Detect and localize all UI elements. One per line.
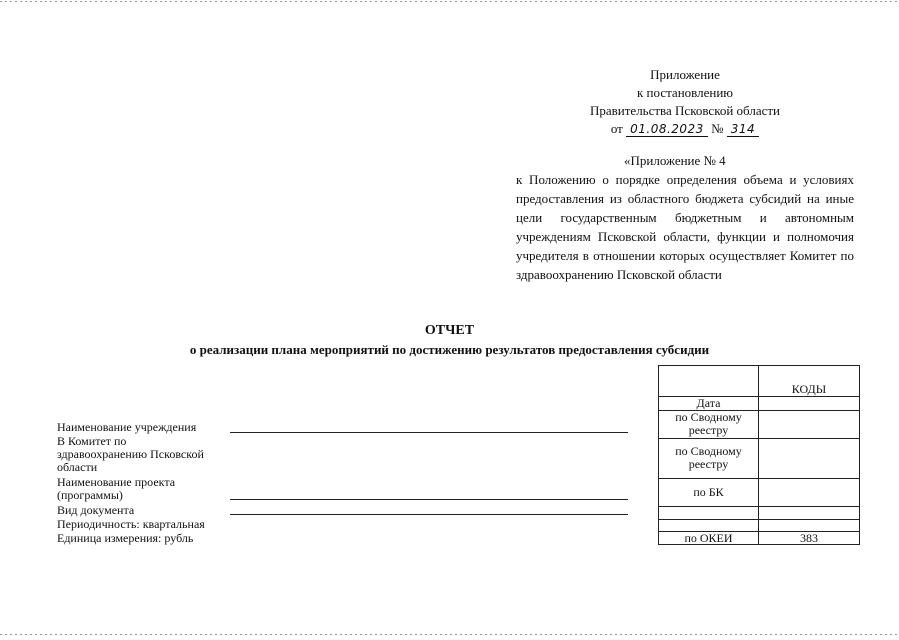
institution-label: Наименование учреждения xyxy=(57,420,197,434)
registry1-code-cell[interactable] xyxy=(759,410,860,438)
appendix4-block xyxy=(516,151,854,284)
registry2-code-cell[interactable] xyxy=(759,438,860,478)
handwritten-number: 314 xyxy=(727,122,759,137)
bk-code-cell[interactable] xyxy=(759,478,860,506)
date-prefix: от xyxy=(610,121,623,136)
doc-type-label: Вид документа xyxy=(57,503,135,517)
report-title: ОТЧЕТ xyxy=(424,323,475,338)
registry1-label xyxy=(659,410,759,438)
scan-edge-top xyxy=(0,1,899,2)
codes-empty-cell xyxy=(659,366,759,396)
periodicity-label: Периодичность: квартальная xyxy=(57,517,205,531)
appendix-header-line3: Правительства Псковской области xyxy=(589,103,781,118)
doc-type-field-line[interactable] xyxy=(230,514,628,515)
codes-table xyxy=(658,365,860,545)
committee-label-line2: здравоохранению Псковской xyxy=(57,447,204,461)
number-prefix: № xyxy=(711,121,724,136)
appendix-header-line1: Приложение xyxy=(650,67,720,82)
periodicity-code-cell[interactable] xyxy=(759,519,860,531)
appendix-header-date-line xyxy=(560,120,810,138)
registry2-line1: по Сводному xyxy=(675,444,742,458)
appendix-header xyxy=(560,66,810,138)
committee-label-line1: В Комитет по xyxy=(57,434,127,448)
project-label-line2: (программы) xyxy=(57,488,123,502)
scan-edge-bottom xyxy=(0,634,899,635)
report-subtitle: о реализации плана мероприятий по достижению результатов предоставления субсидии xyxy=(189,342,710,357)
bk-label: по БК xyxy=(659,478,759,506)
periodicity-code-label xyxy=(659,519,759,531)
registry2-line2: реестру xyxy=(688,457,729,471)
registry1-line2: реестру xyxy=(688,423,729,437)
project-label-line1: Наименование проекта xyxy=(57,475,176,489)
appendix-header-line2: к постановлению xyxy=(636,85,734,100)
project-field-line[interactable] xyxy=(230,499,628,500)
okei-label: по ОКЕИ xyxy=(659,531,759,545)
registry1-line1: по Сводному xyxy=(675,410,742,424)
codes-header: КОДЫ xyxy=(759,366,860,396)
committee-label-line3: области xyxy=(57,460,98,474)
appendix4-title: «Приложение № 4 xyxy=(624,153,726,168)
date-label: Дата xyxy=(659,396,759,410)
registry2-label xyxy=(659,438,759,478)
appendix4-body: к Положению о порядке определения объема и условиях предоставления из областного бюджета субсидий на иные цели государственным бюджетным и автономным учреждениям Псковской области, функции и полномочия учредителя в отношении которых осуществляет Комитет по здравоохранению Псковской области xyxy=(516,172,854,282)
institution-field-line[interactable] xyxy=(230,432,628,433)
unit-label: Единица измерения: рубль xyxy=(57,531,194,545)
date-code-cell[interactable] xyxy=(759,396,860,410)
doc-type-code-label xyxy=(659,506,759,519)
doc-type-code-cell[interactable] xyxy=(759,506,860,519)
okei-value: 383 xyxy=(759,531,860,545)
handwritten-date: 01.08.2023 xyxy=(626,122,708,137)
